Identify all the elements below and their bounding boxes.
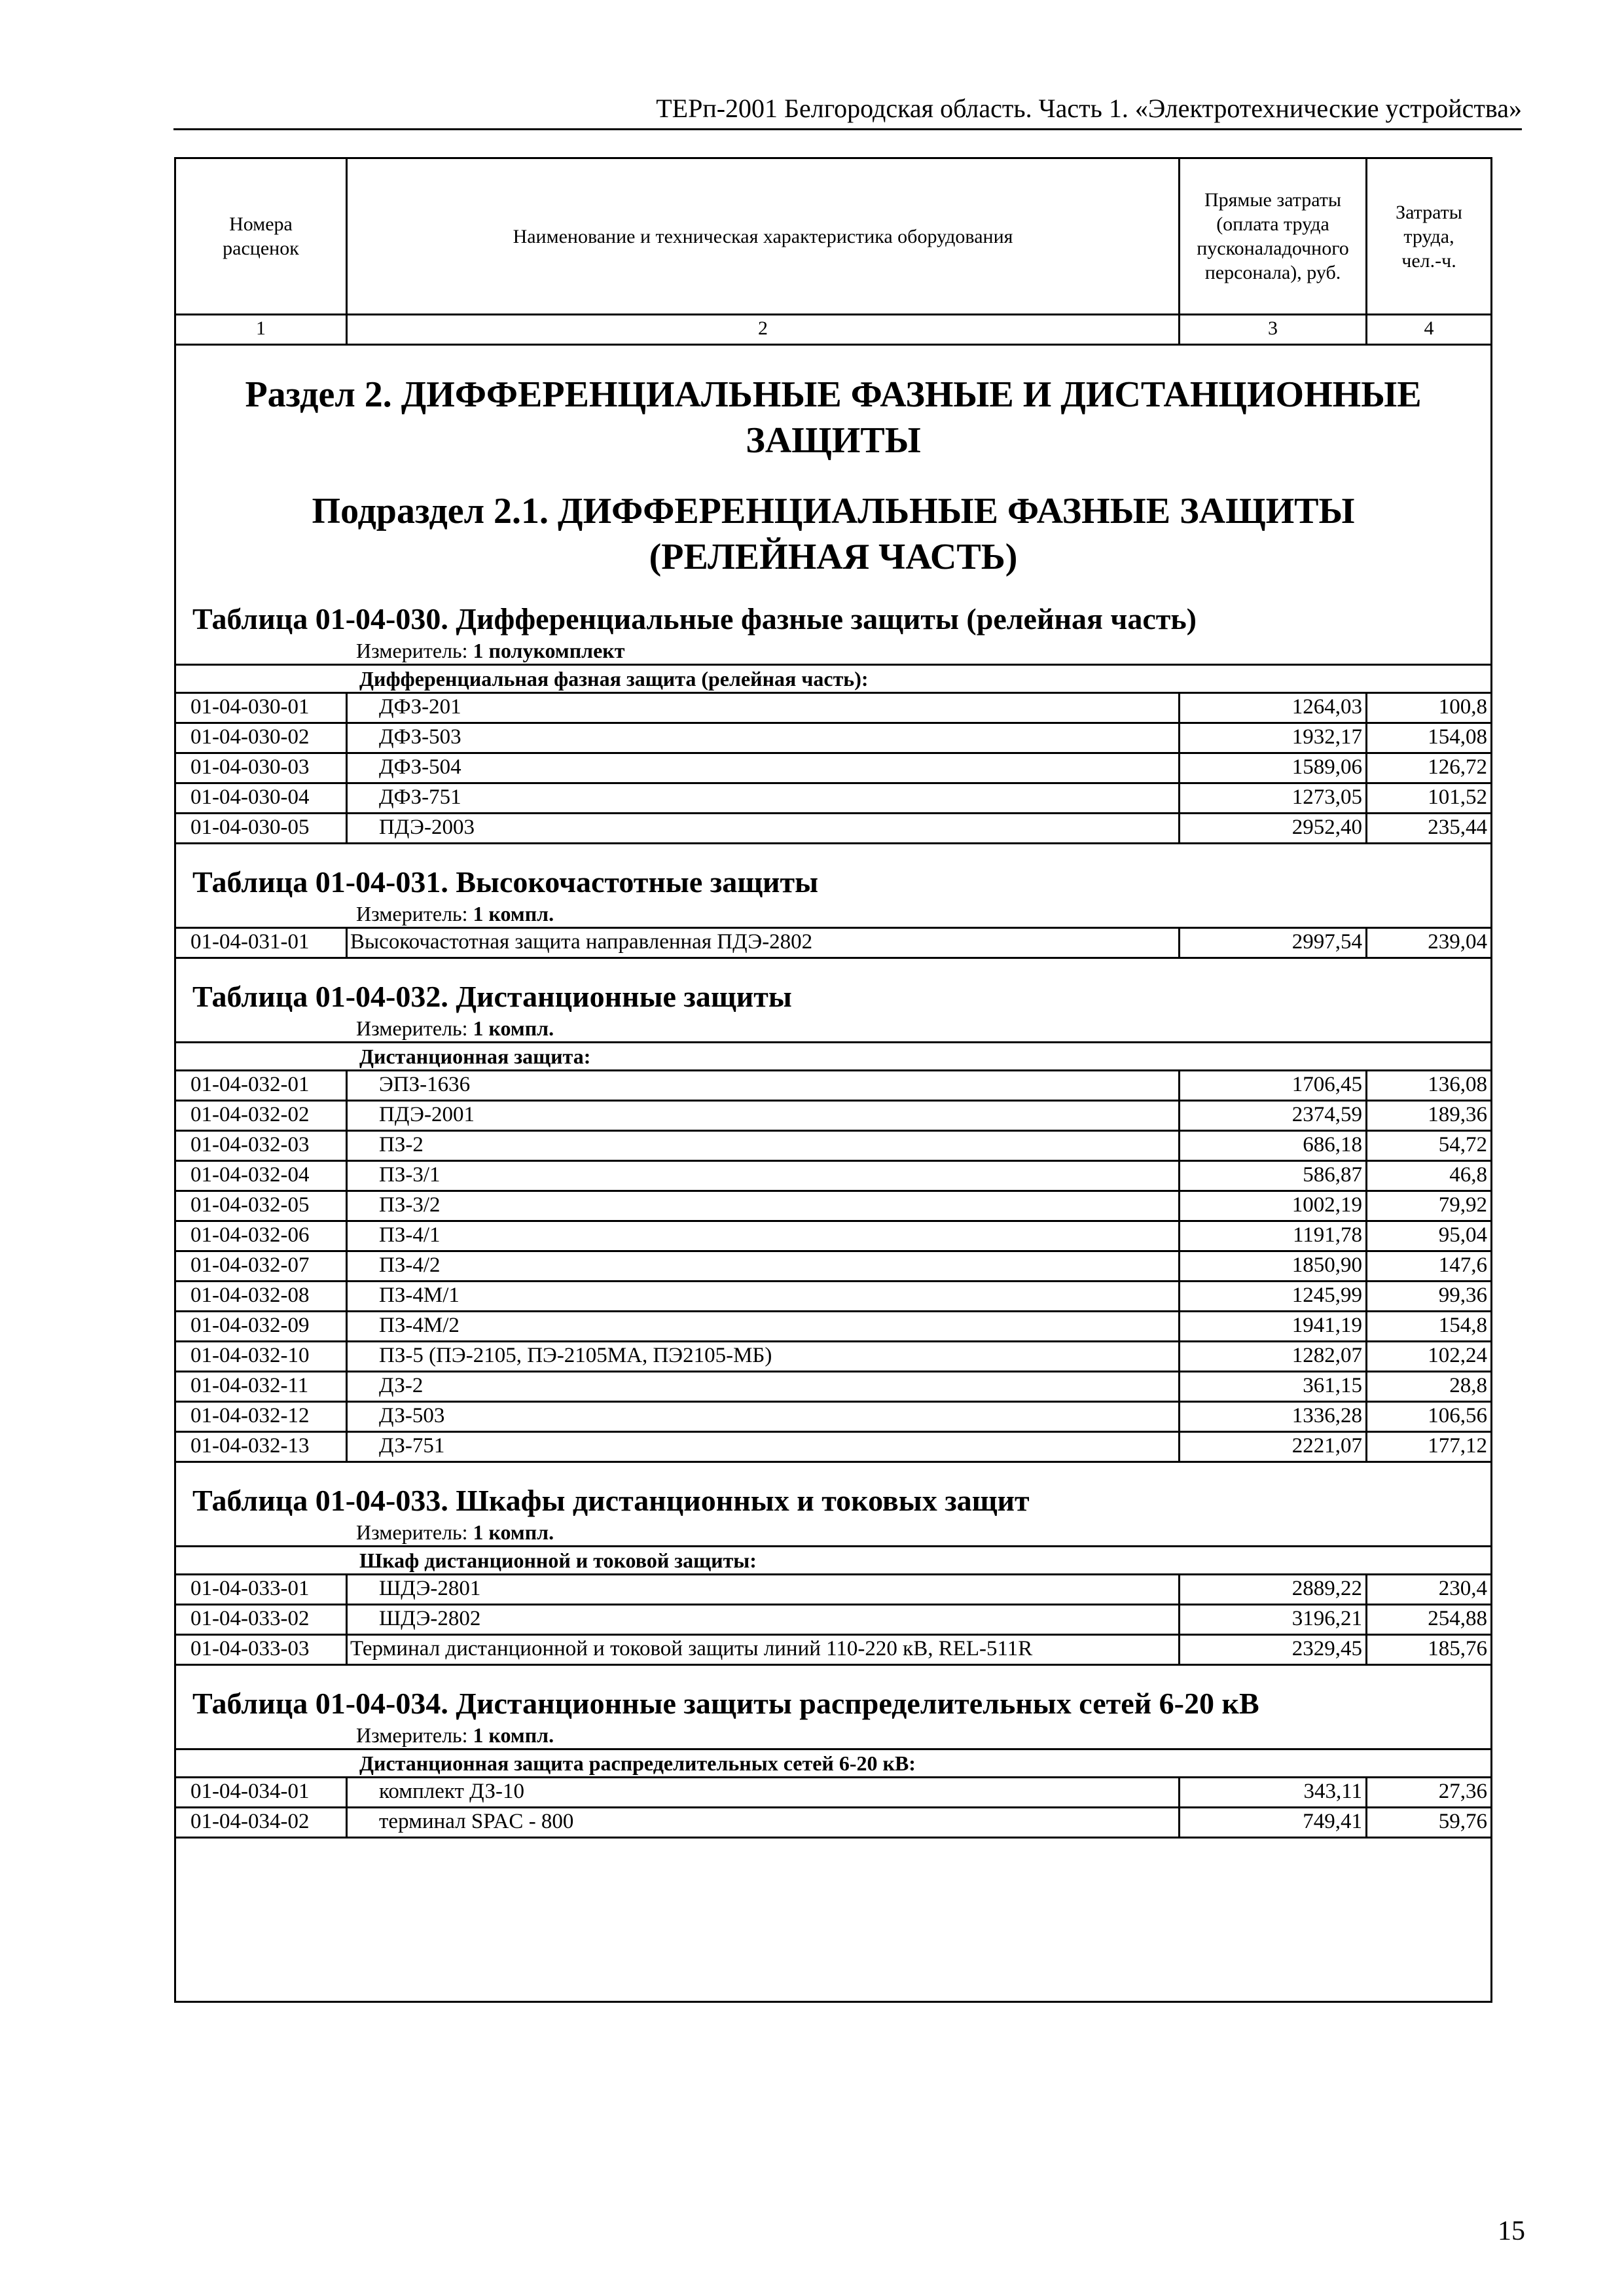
- table-body: [176, 927, 1490, 959]
- rate-code: 01-04-032-08: [176, 1282, 348, 1310]
- direct-cost: 749,41: [1180, 1808, 1367, 1837]
- table-body: [176, 1041, 1490, 1463]
- equipment-name: ЭПЗ-1636: [348, 1071, 1180, 1100]
- table-title: Таблица 01-04-032. Дистанционные защиты: [192, 980, 792, 1013]
- running-header: ТЕРп-2001 Белгородская область. Часть 1. «Электротехнические устройства»: [656, 94, 1522, 123]
- column-numbers: [176, 315, 1490, 346]
- labor-hours: 177,12: [1428, 1434, 1487, 1458]
- direct-cost: 2952,40: [1180, 814, 1367, 842]
- labor-hours: 154,08: [1428, 725, 1487, 749]
- rate-code: 01-04-034-02: [176, 1808, 348, 1837]
- direct-cost: 2329,45: [1180, 1636, 1367, 1664]
- labor-hours: 46,8: [1449, 1163, 1487, 1187]
- table-row: [176, 1604, 1490, 1634]
- header-rule: [173, 128, 1522, 130]
- direct-cost: 1336,28: [1180, 1403, 1367, 1431]
- rate-code: 01-04-031-01: [176, 929, 348, 957]
- col-header-code: Номера расценок: [176, 159, 348, 314]
- unit-value: 1 компл.: [473, 1723, 554, 1747]
- col-number: 3: [1180, 315, 1367, 344]
- table-row: [176, 692, 1490, 722]
- direct-cost: 2374,59: [1180, 1102, 1367, 1130]
- rate-code: 01-04-033-02: [176, 1605, 348, 1634]
- direct-cost: 1850,90: [1180, 1252, 1367, 1280]
- rate-code: 01-04-032-04: [176, 1162, 348, 1190]
- rate-code: 01-04-032-02: [176, 1102, 348, 1130]
- labor-hours: 136,08: [1428, 1073, 1487, 1096]
- direct-cost: 361,15: [1180, 1372, 1367, 1401]
- rate-code: 01-04-034-01: [176, 1778, 348, 1806]
- table-unit: [356, 1519, 1490, 1545]
- direct-cost: 1589,06: [1180, 754, 1367, 782]
- table-row: [176, 1401, 1490, 1431]
- table-row: [176, 1100, 1490, 1130]
- rate-code: 01-04-032-05: [176, 1192, 348, 1220]
- table-unit: [356, 1015, 1490, 1041]
- labor-hours: 189,36: [1428, 1103, 1487, 1126]
- table-title: Таблица 01-04-031. Высокочастотные защиты: [192, 865, 819, 899]
- direct-cost: 1002,19: [1180, 1192, 1367, 1220]
- unit-label: Измеритель:: [356, 1520, 468, 1544]
- table-body: [176, 664, 1490, 844]
- table-row: [176, 1806, 1490, 1839]
- table-row: [176, 812, 1490, 844]
- unit-label: Измеритель:: [356, 639, 468, 662]
- equipment-name: ПЗ-4/1: [348, 1222, 1180, 1250]
- equipment-name: ПЗ-4/2: [348, 1252, 1180, 1280]
- unit-label: Измеритель:: [356, 902, 468, 925]
- rate-code: 01-04-032-07: [176, 1252, 348, 1280]
- direct-cost: 1941,19: [1180, 1312, 1367, 1340]
- equipment-name: ПЗ-3/1: [348, 1162, 1180, 1190]
- table-row: [176, 1340, 1490, 1371]
- direct-cost: 1932,17: [1180, 724, 1367, 752]
- labor-hours: 99,36: [1438, 1283, 1487, 1307]
- table-row: [176, 1280, 1490, 1310]
- table-title: Таблица 01-04-030. Дифференциальные фазные защиты (релейная часть): [192, 602, 1197, 636]
- subsection-title: Подраздел 2.1. ДИФФЕРЕНЦИАЛЬНЫЕ ФАЗНЫЕ ЗАЩИТЫ (РЕЛЕЙНАЯ ЧАСТЬ): [312, 491, 1355, 577]
- table-row: [176, 1573, 1490, 1604]
- rate-code: 01-04-030-02: [176, 724, 348, 752]
- table-body: [176, 1748, 1490, 1839]
- direct-cost: 1706,45: [1180, 1071, 1367, 1100]
- labor-hours: 79,92: [1438, 1193, 1487, 1217]
- table-unit: [356, 1722, 1490, 1748]
- table-body: [176, 1545, 1490, 1666]
- group-heading: Дифференциальная фазная защита (релейная часть):: [176, 664, 1490, 692]
- table-unit: [356, 637, 1490, 664]
- table-block: [176, 978, 1490, 1463]
- table-row: [176, 722, 1490, 752]
- labor-hours: 95,04: [1438, 1223, 1487, 1247]
- rate-code: 01-04-030-04: [176, 784, 348, 812]
- table-block: [176, 601, 1490, 844]
- table-row: [176, 1250, 1490, 1280]
- unit-value: 1 полукомплект: [473, 639, 625, 662]
- page-number: 15: [1498, 2216, 1525, 2246]
- group-heading: Дистанционная защита:: [176, 1041, 1490, 1069]
- equipment-name: Терминал дистанционной и токовой защиты линий 110-220 кВ, REL-511R: [348, 1636, 1180, 1664]
- labor-hours: 235,44: [1428, 816, 1487, 839]
- direct-cost: 2889,22: [1180, 1575, 1367, 1604]
- direct-cost: 2221,07: [1180, 1433, 1367, 1461]
- column-headers: [176, 159, 1490, 315]
- labor-hours: 254,88: [1428, 1607, 1487, 1630]
- rate-code: 01-04-032-10: [176, 1342, 348, 1371]
- equipment-name: ПДЭ-2001: [348, 1102, 1180, 1130]
- rate-code: 01-04-032-11: [176, 1372, 348, 1401]
- equipment-name: ПЗ-4М/1: [348, 1282, 1180, 1310]
- col-number: 4: [1424, 317, 1434, 339]
- table-row: [176, 1431, 1490, 1463]
- col-header-direct-cost: Прямые затраты (оплата труда пусконаладочного персонала), руб.: [1180, 159, 1367, 314]
- table-row: [176, 927, 1490, 959]
- table-title: Таблица 01-04-033. Шкафы дистанционных и токовых защит: [192, 1484, 1030, 1517]
- equipment-name: ДФЗ-201: [348, 694, 1180, 722]
- direct-cost: 1264,03: [1180, 694, 1367, 722]
- labor-hours: 185,76: [1428, 1637, 1487, 1660]
- rate-code: 01-04-032-09: [176, 1312, 348, 1340]
- equipment-name: ПЗ-4М/2: [348, 1312, 1180, 1340]
- table-row: [176, 752, 1490, 782]
- table-row: [176, 1371, 1490, 1401]
- direct-cost: 3196,21: [1180, 1605, 1367, 1634]
- rate-code: 01-04-032-03: [176, 1132, 348, 1160]
- table-row: [176, 1634, 1490, 1666]
- direct-cost: 343,11: [1180, 1778, 1367, 1806]
- rate-code: 01-04-032-13: [176, 1433, 348, 1461]
- labor-hours: 147,6: [1438, 1253, 1487, 1277]
- labor-hours: 101,52: [1428, 785, 1487, 809]
- equipment-name: ДФЗ-503: [348, 724, 1180, 752]
- equipment-name: ДФЗ-751: [348, 784, 1180, 812]
- rate-code: 01-04-033-01: [176, 1575, 348, 1604]
- unit-value: 1 компл.: [473, 1016, 554, 1040]
- table-block: [176, 864, 1490, 959]
- table-row: [176, 1310, 1490, 1340]
- direct-cost: 1245,99: [1180, 1282, 1367, 1310]
- rate-code: 01-04-032-12: [176, 1403, 348, 1431]
- unit-value: 1 компл.: [473, 902, 554, 925]
- equipment-name: ДЗ-751: [348, 1433, 1180, 1461]
- rate-code: 01-04-033-03: [176, 1636, 348, 1664]
- labor-hours: 126,72: [1428, 755, 1487, 779]
- rate-code: 01-04-032-01: [176, 1071, 348, 1100]
- table-row: [176, 1776, 1490, 1806]
- section-title: Раздел 2. ДИФФЕРЕНЦИАЛЬНЫЕ ФАЗНЫЕ И ДИСТАНЦИОННЫЕ ЗАЩИТЫ: [245, 374, 1422, 461]
- equipment-name: ДФЗ-504: [348, 754, 1180, 782]
- direct-cost: 1282,07: [1180, 1342, 1367, 1371]
- col-header-labor: Затраты труда, чел.-ч.: [1396, 201, 1462, 272]
- unit-value: 1 компл.: [473, 1520, 554, 1544]
- equipment-name: ШДЭ-2802: [348, 1605, 1180, 1634]
- labor-hours: 27,36: [1438, 1780, 1487, 1803]
- equipment-name: ШДЭ-2801: [348, 1575, 1180, 1604]
- table-block: [176, 1685, 1490, 1839]
- equipment-name: ПЗ-2: [348, 1132, 1180, 1160]
- table-row: [176, 1220, 1490, 1250]
- labor-hours: 102,24: [1428, 1344, 1487, 1367]
- direct-cost: 1273,05: [1180, 784, 1367, 812]
- table-row: [176, 1069, 1490, 1100]
- table-row: [176, 1130, 1490, 1160]
- labor-hours: 54,72: [1438, 1133, 1487, 1157]
- table-row: [176, 782, 1490, 812]
- table-unit: [356, 901, 1490, 927]
- labor-hours: 28,8: [1449, 1374, 1487, 1397]
- equipment-name: терминал SPAC - 800: [348, 1808, 1180, 1837]
- equipment-name: ПЗ-5 (ПЭ-2105, ПЭ-2105МА, ПЭ2105-МБ): [348, 1342, 1180, 1371]
- rate-code: 01-04-030-03: [176, 754, 348, 782]
- col-number: 2: [348, 315, 1180, 344]
- labor-hours: 106,56: [1428, 1404, 1487, 1427]
- labor-hours: 154,8: [1438, 1314, 1487, 1337]
- equipment-name: Высокочастотная защита направленная ПДЭ-2802: [348, 929, 1180, 957]
- table-block: [176, 1482, 1490, 1666]
- equipment-name: ПДЭ-2003: [348, 814, 1180, 842]
- labor-hours: 100,8: [1438, 695, 1487, 719]
- rate-code: 01-04-030-01: [176, 694, 348, 722]
- labor-hours: 239,04: [1428, 930, 1487, 954]
- unit-label: Измеритель:: [356, 1723, 468, 1747]
- table-row: [176, 1190, 1490, 1220]
- price-table-sheet: [174, 157, 1492, 2003]
- direct-cost: 2997,54: [1180, 929, 1367, 957]
- equipment-name: ПЗ-3/2: [348, 1192, 1180, 1220]
- unit-label: Измеритель:: [356, 1016, 468, 1040]
- col-number: 1: [176, 315, 348, 344]
- table-row: [176, 1160, 1490, 1190]
- direct-cost: 1191,78: [1180, 1222, 1367, 1250]
- equipment-name: ДЗ-2: [348, 1372, 1180, 1401]
- direct-cost: 686,18: [1180, 1132, 1367, 1160]
- labor-hours: 59,76: [1438, 1810, 1487, 1833]
- group-heading: Шкаф дистанционной и токовой защиты:: [176, 1545, 1490, 1573]
- equipment-name: ДЗ-503: [348, 1403, 1180, 1431]
- group-heading: Дистанционная защита распределительных сетей 6-20 кВ:: [176, 1748, 1490, 1776]
- equipment-name: комплект ДЗ-10: [348, 1778, 1180, 1806]
- table-title: Таблица 01-04-034. Дистанционные защиты распределительных сетей 6-20 кВ: [192, 1687, 1259, 1720]
- rate-code: 01-04-032-06: [176, 1222, 348, 1250]
- col-header-name: Наименование и техническая характеристика оборудования: [348, 159, 1180, 314]
- direct-cost: 586,87: [1180, 1162, 1367, 1190]
- rate-code: 01-04-030-05: [176, 814, 348, 842]
- labor-hours: 230,4: [1438, 1577, 1487, 1600]
